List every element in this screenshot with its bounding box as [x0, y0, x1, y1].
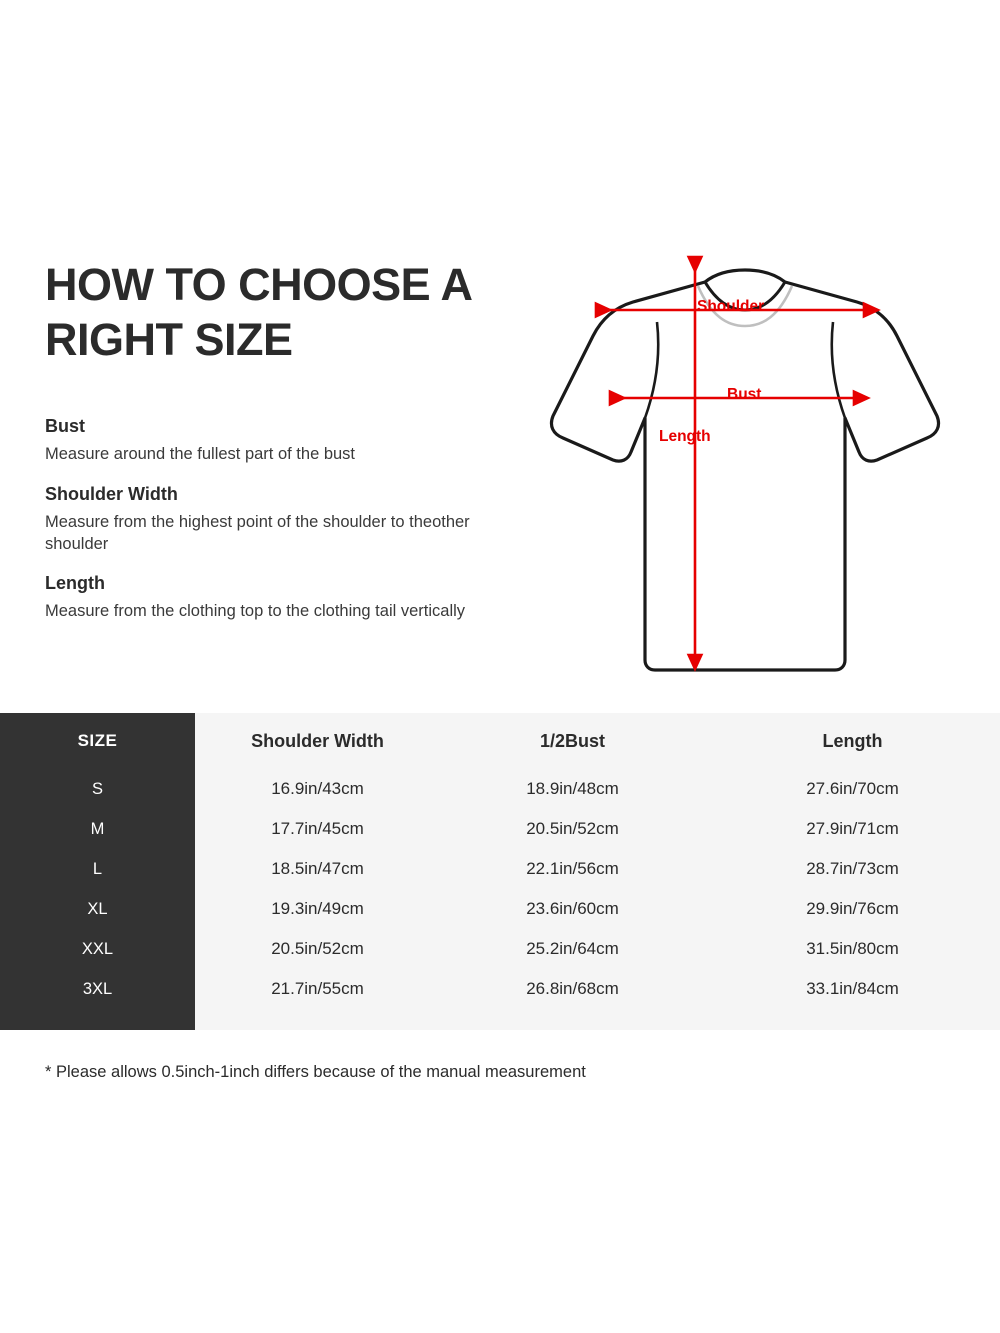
header-size: SIZE — [77, 731, 118, 750]
measurement-shoulder-width — [45, 484, 475, 556]
length-label: Length — [659, 428, 711, 445]
measurement-text: Measure from the clothing top to the clothing tail vertically — [45, 602, 466, 620]
cell-half-bust: 22.1in/56cm — [526, 859, 619, 878]
cell-size: XXL — [81, 939, 114, 958]
measurement-title: Length — [45, 573, 105, 593]
cell-size: S — [91, 779, 103, 798]
footnote: * Please allows 0.5inch-1inch differs because of the manual measurement — [45, 1063, 586, 1081]
page-title: HOW TO CHOOSE A RIGHT SIZE — [45, 259, 471, 365]
size-table-area — [0, 713, 1000, 1030]
table-header-row — [0, 713, 1000, 769]
cell-length: 27.6in/70cm — [806, 779, 899, 798]
cell-size: L — [92, 859, 103, 878]
cell-length: 28.7in/73cm — [806, 859, 899, 878]
table-row — [0, 929, 1000, 969]
cell-size: M — [90, 819, 105, 838]
tshirt-outline — [551, 270, 938, 670]
measurement-text: Measure around the fullest part of the bust — [45, 445, 356, 463]
measurement-text: Measure from the highest point of the shoulder to theother shoulder — [45, 513, 470, 554]
cell-length: 31.5in/80cm — [806, 939, 899, 958]
cell-half-bust: 20.5in/52cm — [526, 819, 619, 838]
header-half-bust: 1/2Bust — [539, 730, 606, 751]
cell-size: 3XL — [82, 979, 113, 998]
shoulder-label: Shoulder — [697, 298, 765, 315]
cell-shoulder-width: 20.5in/52cm — [271, 939, 364, 958]
table-row — [0, 889, 1000, 929]
cell-shoulder-width: 19.3in/49cm — [271, 899, 364, 918]
header-shoulder-width: Shoulder Width — [251, 730, 384, 751]
cell-half-bust: 25.2in/64cm — [526, 939, 619, 958]
measurement-bust — [45, 416, 475, 465]
cell-shoulder-width: 16.9in/43cm — [271, 779, 364, 798]
table-row — [0, 769, 1000, 809]
header-length: Length — [822, 730, 883, 751]
cell-half-bust: 18.9in/48cm — [526, 779, 619, 798]
measurement-title: Shoulder Width — [45, 484, 178, 504]
measurement-title: Bust — [45, 416, 85, 436]
cell-half-bust: 26.8in/68cm — [526, 979, 619, 998]
cell-shoulder-width: 18.5in/47cm — [271, 859, 364, 878]
cell-size: XL — [87, 899, 108, 918]
measurement-length — [45, 573, 475, 622]
cell-half-bust: 23.6in/60cm — [526, 899, 619, 918]
cell-length: 27.9in/71cm — [806, 819, 899, 838]
cell-length: 29.9in/76cm — [806, 899, 899, 918]
cell-shoulder-width: 17.7in/45cm — [271, 819, 364, 838]
table-row — [0, 849, 1000, 889]
cell-shoulder-width: 21.7in/55cm — [271, 979, 364, 998]
table-row — [0, 809, 1000, 849]
size-chart-table — [0, 713, 1000, 1009]
cell-length: 33.1in/84cm — [806, 979, 899, 998]
bust-label: Bust — [727, 386, 762, 403]
table-row — [0, 969, 1000, 1009]
